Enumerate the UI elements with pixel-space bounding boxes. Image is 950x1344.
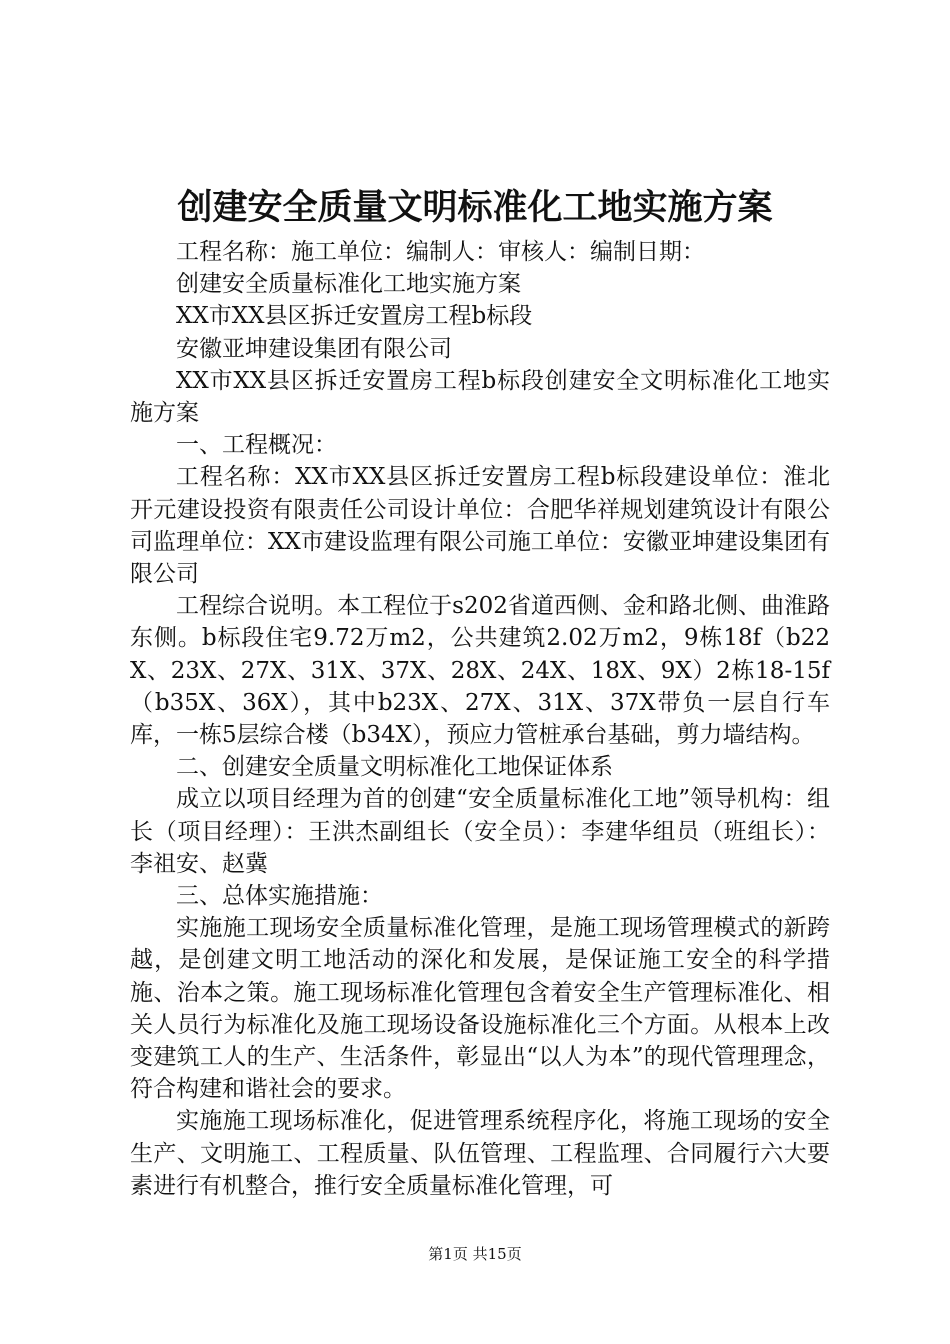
paragraph: XX市XX县区拆迁安置房工程b标段 — [176, 303, 533, 330]
paragraph: XX市XX县区拆迁安置房工程b标段创建安全文明标准化工地实施方案 — [130, 367, 830, 427]
section-heading: 二、创建安全质量文明标准化工地保证体系 — [176, 754, 613, 781]
page-number: 第1页 共15页 — [428, 1245, 522, 1263]
document-title: 创建安全质量文明标准化工地实施方案 — [177, 187, 773, 228]
paragraph: 实施施工现场标准化，促进管理系统程序化，将施工现场的安全生产、文明施工、工程质量、队伍管理、工程监理、合同履行六大要素进行有机整合，推行安全质量标准化管理，可 — [130, 1108, 830, 1199]
document-body — [130, 236, 830, 1202]
paragraph: 安徽亚坤建设集团有限公司 — [176, 335, 452, 362]
section-heading: 一、工程概况： — [176, 432, 337, 459]
section-heading: 三、总体实施措施： — [176, 883, 383, 910]
paragraph: 工程名称：XX市XX县区拆迁安置房工程b标段建设单位：淮北开元建设投资有限责任公司设计单位：合肥华祥规划建筑设计有限公司监理单位：XX市建设监理有限公司施工单位：安徽亚坤建设集团有限公司 — [130, 464, 830, 588]
paragraph: 创建安全质量标准化工地实施方案 — [176, 271, 521, 298]
paragraph: 实施施工现场安全质量标准化管理，是施工现场管理模式的新跨越，是创建文明工地活动的深化和发展，是保证施工安全的科学措施、治本之策。施工现场标准化管理包含着安全生产管理标准化、相关人员行为标准化及施工现场设备设施标准化三个方面。从根本上改变建筑工人的生产、生活条件，彰显出“以人为本”的现代管理理念，符合构建和谐社会的要求。 — [130, 915, 830, 1103]
paragraph: 工程名称：施工单位：编制人：审核人：编制日期： — [176, 239, 705, 265]
paragraph: 工程综合说明。本工程位于s202省道西侧、金和路北侧、曲淮路东侧。b标段住宅9.72万m2，公共建筑2.02万m2，9栋18f（b22X、23X、27X、31X、37X、28X、24X、18X、9X）2栋18-15f（b35X、36X），其中b23X、27X、31X、37X带负一层自行车库，一栋5层综合楼（b34X），预应力管桩承台基础，剪力墙结构。 — [130, 593, 830, 749]
paragraph: 成立以项目经理为首的创建“安全质量标准化工地”领导机构：组长（项目经理）：王洪杰副组长（安全员）：李建华组员（班组长）：李祖安、赵冀 — [130, 786, 830, 877]
